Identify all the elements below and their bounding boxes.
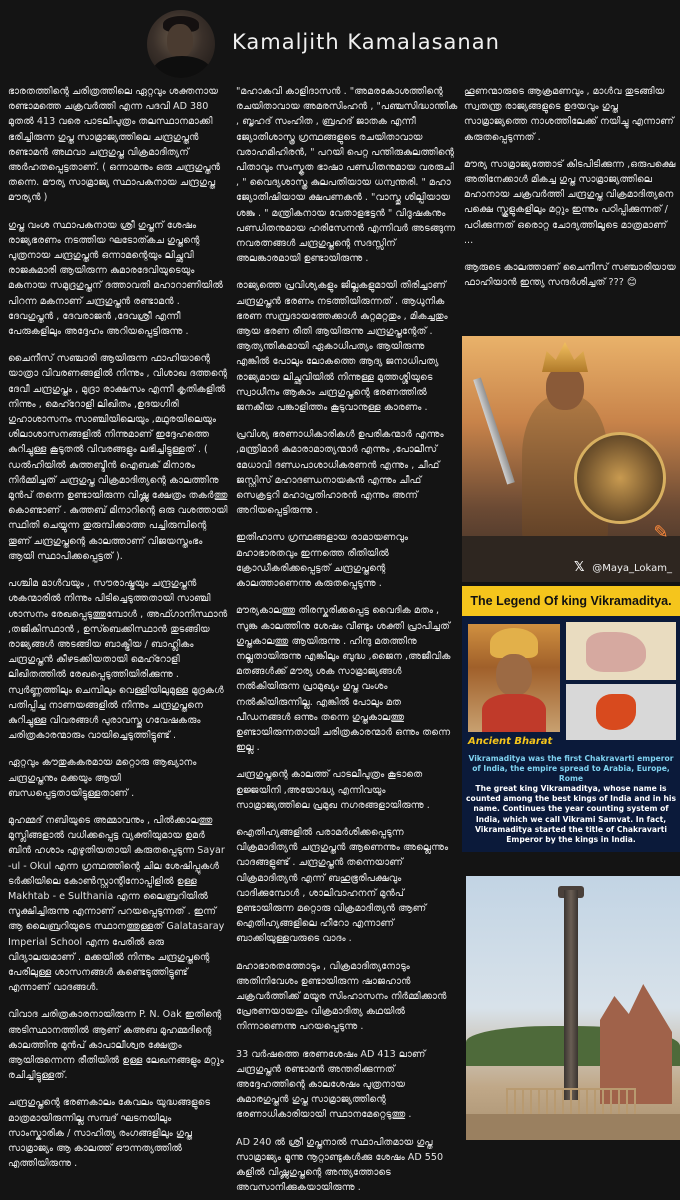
- paragraph: ആരുടെ കാലത്താണ് ചൈനീസ് സഞ്ചാരിയായ ഫാഹിയാൻ ഇന്ത്യ സന്ദർശിച്ചത് ??? 😊: [464, 262, 676, 289]
- image-watermark: [462, 554, 680, 582]
- legend-panel: [462, 586, 680, 852]
- legend-caption-primary: Vikramaditya was the first Chakravarti emperor of India, the empire spread to Arabia, Europe, Rome: [468, 754, 674, 783]
- iron-pillar-photo: [466, 876, 680, 1140]
- avatar-face: [167, 24, 193, 58]
- text-column-right: [464, 84, 676, 302]
- paragraph: മൗര്യ സാമ്രാജ്യത്തോട് കിടപിടിക്കുന്ന ,ഒരുപക്ഷെ അതിനേക്കാൾ മികച്ച ഗുപ്ത സാമ്രാജ്യത്തിലെ മഹാനായ ചക്രവർത്തി ചന്ദ്രഗുപ്ത വിക്രമാദിത്യനെ പക്ഷെ സ്കൂളുകളിലും മറ്റും ഇന്നും പഠിപ്പിക്കുന്നത് / പഠിക്കുന്നത് ഒരൊറ്റ ചോദ്യത്തിലൂടെ മാത്രമാണ് ...: [464, 158, 676, 246]
- paragraph: ഐതിഹ്യങ്ങളിൽ പരാമർശിക്കപ്പെടുന്ന വിക്രമാദിത്യൻ ചന്ദ്രഗുപ്തൻ ആണെന്നും അല്ലെന്നും വാദങ്ങളുണ്ട് . ചന്ദ്രഗുപ്തൻ തന്നെയാണ് വിക്രമാദിത്യൻ എന്ന് ബഹുഭൂരിപക്ഷവും വാദിക്കുമ്പോൾ , ശാലിവാഹനന് മുൻപ് ഉണ്ടായിരുന്ന മറ്റൊരു വിക്രമാദിത്യൻ ആണ് ഐതിഹ്യങ്ങളിലെ ഹീറോ എന്നാണ് ബാക്കിയുള്ളവരുടെ വാദം .: [236, 826, 449, 945]
- king-crown: [542, 342, 588, 372]
- empire-map-modern: [566, 684, 676, 740]
- iron-pillar: [564, 890, 578, 1100]
- post-header: [0, 0, 680, 80]
- paragraph: മഹാഭാരതത്തോടും , വിക്രമാദിത്യനോടും അതിനിവേശം ഉണ്ടായിരുന്ന ഷാജഹാൻ ചക്രവർത്തിക്ക് മയൂര സിംഹാസനം നിർമ്മിക്കാൻ പ്രേരണയായതും വിക്രമാദിത്യ കഥയിൽ നിന്നാണെന്നു പറയപ്പെടുന്നു .: [236, 960, 447, 1033]
- paragraph: ചൈനീസ് സഞ്ചാരി ആയിരുന്ന ഫാഹിയാന്റെ യാത്രാ വിവരണങ്ങളിൽ നിന്നും , വിശാഖ ദത്തന്റെ ദേവീ ചന്ദ്രഗുപ്തം , മുദ്രാ രാക്ഷസം എന്നീ കൃതികളിൽ നിന്നും , മെഹ്റോളി ലിഖിതം ,ഉദയഗിരി ഗുഹാശാസനം സാഞ്ചിയിലെയും ,മഥുരയിലെയും ശിലാശാസനങ്ങളിൽ നിന്നുമാണ് ഇദ്ദേഹത്തെ കുറിച്ചുള്ള കൂടുതൽ വിവരങ്ങളും ലഭിച്ചിട്ടുള്ളത് . ( ഡൽഹിയിൽ കുത്തബ്ദീൻ ഐബക് മിനാരം നിർമ്മിച്ചത് ചന്ദ്രഗുപ്ത വിക്രമാദിത്യന്റെ കാലത്തിനു മുൻപ് തന്നെ ഉണ്ടായിരുന്ന വിഷ്ണു ക്ഷേത്രം തകർത്തു കൊണ്ടാണ് . കുത്തബ് മിനാറിന്റെ ഒരു വശത്തായി സ്ഥിതി ചെയ്യുന്ന തുരുമ്പിക്കാത്ത പച്ചിരുമ്പിന്റെ തൂണ് ചന്ദ്രഗുപ്തന്റെ കാലത്താണ് വിജയസ്തംഭം ആയി സ്ഥാപിക്കപ്പെട്ടത് ).: [8, 353, 228, 562]
- paragraph: ഇതിഹാസ ഗ്രന്ഥങ്ങളായ രാമായണവും മഹാഭാരതവും ഇന്നത്തെ രീതിയിൽ ക്രോഡീകരിക്കപ്പെട്ടത് ചന്ദ്രഗുപ്തന്റെ കാലത്താണെന്നു കരുതപ്പെടുന്നു .: [236, 532, 408, 590]
- map-region: [586, 632, 646, 672]
- watermark-handle: @Maya_Lokam_: [592, 562, 672, 574]
- paragraph: ഗുപ്ത വംശ സ്ഥാപകനായ ശ്രീ ഗുപ്തന് ശേഷം രാജ്യഭരണം നടത്തിയ ഘടോത്കച ഗുപ്തന്റെ പുത്രനായ ചന്ദ്രഗുപ്തൻ ഒന്നാമന്റെയും ലിച്ഛവി രാജകുമാരി ആയിരുന്ന കുമാരദേവിയുടെയും മകനായ സമുദ്രഗുപ്തന് ദത്താവതി മഹാറാണിയിൽ പിറന്ന മകനാണ് ചന്ദ്രഗുപ്തൻ രണ്ടാമൻ . ദേവഗുപ്തൻ , ദേവരാജൻ ,ദേവശ്രീ എന്നീ പേരുകളിലും അദ്ദേഹം അറിയപ്പെട്ടിരുന്നു .: [8, 219, 223, 338]
- avatar-shoulder: [153, 56, 211, 78]
- legend-title: The Legend Of king Vikramaditya.: [462, 586, 680, 616]
- photo-ground: [466, 1114, 680, 1140]
- map-region: [596, 694, 636, 730]
- author-avatar[interactable]: [147, 10, 215, 78]
- paragraph: പശ്ചിമ മാൾവയും , സൗരാഷ്ട്രയും ചന്ദ്രഗുപ്തൻ ശകന്മാരിൽ നിന്നും പിടിച്ചെടുത്തതായി സാഞ്ചി ശാസനം രേഖപ്പെടുത്തുമ്പോൾ , അഫ്ഗാനിസ്ഥാൻ ,തജികിസ്ഥാൻ , ഉസ്ബെക്കിസ്ഥാൻ തുടങ്ങിയ രാജ്യങ്ങൾ അടങ്ങിയ ബാക്ട്രിയ / ബാഹ്ലികം ചന്ദ്രഗുപ്തൻ കീഴടക്കിയതായി മെഹ്റോളി ലിഖിതത്തിൽ രേഖപ്പെടുത്തിയിരിക്കുന്നു . സ്വർണ്ണത്തിലും ചെമ്പിലും വെള്ളിയിലുമുള്ള മുദ്രകൾ പതിപ്പിച്ച നാണയങ്ങളിൽ നിന്നും ചന്ദ്രഗുപ്തനെ കുറിച്ചുള്ള വിവരങ്ങൾ പുരാവസ്തു ഗവേഷകരും ചരിത്രകാരന്മാരും വായിച്ചെടുത്തിട്ടുണ്ട് .: [8, 578, 228, 742]
- pencil-icon: ✎: [653, 522, 669, 543]
- king-head: [546, 366, 584, 410]
- paragraph: ചന്ദ്രഗുപ്തന്റെ കാലത്ത് പാടലീപുത്രം കൂടാതെ ഉജ്ജയിനി ,അയോദ്ധ്യ എന്നിവയും സാമ്രാജ്യത്തിലെ പ്രമുഖ നഗരങ്ങളായിരുന്നു .: [236, 769, 430, 811]
- paragraph: "മഹാകവി കാളിദാസൻ . "അമരകോശത്തിന്റെ രചയിതാവായ അമരസിംഹൻ , "പഞ്ചസിദ്ധാന്തിക , ബൃഹദ് സംഹിത , ബ്രഹദ് ജാതക എന്നീ ജ്യോതിശാസ്ത്ര ഗ്രന്ഥങ്ങളുടെ രചയിതാവായ വരാഹമിഹിരൻ, " പറയി പെറ്റ പന്തിരുകുലത്തിന്റെ പിതാവും സംസ്കൃത ഭാഷാ പണ്ഡിതനുമായ വരരുചി , " വൈദ്യശാസ്ത്ര കുലപതിയായ ധന്വന്തരി. " മഹാ ജ്യോതിഷിയായ ക്ഷപണകൻ . "വാസ്തു ശില്പിയായ ശങ്കു . " മന്ത്രികനായ വേതാളഭട്ടൻ " വിദൂഷകനും പണ്ഡിതനുമായ ഹരിസേനൻ എന്നിവർ അടങ്ങുന്ന നവരത്നങ്ങൾ ചന്ദ്രഗുപ്തന്റെ സദസ്സിന് അലങ്കാരമായി ഉണ്ടായിരുന്നു .: [236, 86, 458, 265]
- legend-caption-secondary: The great king Vikramaditya, whose name is counted among the best kings of India and in his name. Continues the year counting system of India, which we call Vikrami Samvat. In fact, Vikramaditya started the title of Chakravarti Emperor by the kings in India.: [466, 784, 676, 845]
- king-painting-image: [462, 336, 680, 582]
- paragraph: ഹൂണന്മാരുടെ ആക്രമണവും , മാൾവ തുടങ്ങിയ സ്വതന്ത്ര രാജ്യങ്ങളുടെ ഉദയവും ഗുപ്ത സാമ്രാജ്യത്തെ നാശത്തിലേക്ക് നയിച്ചു എന്നാണ് കരുതപ്പെടുന്നത് .: [464, 86, 674, 143]
- paragraph: ഭാരതത്തിന്റെ ചരിത്രത്തിലെ ഏറ്റവും ശക്തനായ രണ്ടാമത്തെ ചക്രവർത്തി എന്ന പദവി AD 380 മുതൽ 413 വരെ പാടലീപുത്രം തലസ്ഥാനമാക്കി ഭരിച്ചിരുന്ന ഗുപ്ത സാമ്രാജ്യത്തിലെ ചന്ദ്രഗുപ്തൻ രണ്ടാമൻ അഥവാ ചന്ദ്രഗുപ്ത വിക്രമാദിത്യന് അർഹതപ്പെട്ടതാണ്. ( ഒന്നാമനും ഒരു ചന്ദ്രഗുപ്തൻ തന്നെ. മൗര്യ സാമ്രാജ്യ സ്ഥാപകനായ ചന്ദ്രഗുപ്ത മൗര്യൻ ): [8, 86, 221, 204]
- king-shield: [574, 432, 666, 524]
- paragraph: രാജ്യത്തെ പ്രവിശ്യകളും ജില്ലകളുമായി തിരിച്ചാണ് ചന്ദ്രഗുപ്തൻ ഭരണം നടത്തിയിരുന്നത് . ആധുനിക ഭരണ സമ്പ്രദായത്തേക്കാൾ കുറ്റമറ്റതും , മികച്ചതും ആയ ഭരണ രീതി ആയിരുന്നു ചന്ദ്രഗുപ്തന്റേത് . ആത്യന്തികമായി ഏകാധിപത്യം ആയിരുന്നു എങ്കിൽ പോലും ലോകത്തെ ആദ്യ ജനാധിപത്യ രാജ്യമായ ലിച്ഛവിയിൽ നിന്നുള്ള മുത്തശ്ശിയുടെ സ്വാധീനം ആകാം ചന്ദ്രഗുപ്തന്റെ ഭരണത്തിൽ ജനകീയ പങ്കാളിത്തം കൂടുവാനുള്ള കാരണം .: [236, 280, 448, 414]
- x-logo-icon: 𝕏: [573, 560, 585, 575]
- paragraph: വിവാദ ചരിത്രകാരനായിരുന്ന P. N. Oak ഇതിന്റെ അടിസ്ഥാനത്തിൽ ആണ് കഅബ മുഹമ്മദിന്റെ കാലത്തിനു മുൻപ് കാപാലീശ്വര ക്ഷേത്രം ആയിരുന്നെന്ന രീതിയിൽ ഉള്ള ലേഖനങ്ങളും മറ്റും രചിച്ചിട്ടുള്ളത്.: [8, 1009, 224, 1082]
- portrait-label: Ancient Bharat: [468, 736, 553, 747]
- portrait-body: [482, 694, 546, 732]
- king-sword: [473, 377, 515, 484]
- paragraph: മുഹമ്മദ് നബിയുടെ അമ്മാവനും , പിൽക്കാലത്തു മുസ്ലിങ്ങളാൽ വധിക്കപ്പെട്ട വ്യക്തിയുമായ ഉമർ ബിൻ ഹശാം എഴുതിയതായി കരുതപ്പെടുന്ന Sayar -ul - Okul എന്ന ഗ്രന്ഥത്തിന്റെ ചില ശേഷിപ്പുകൾ ടർക്കിയിലെ കോൺസ്റ്റാന്റിനോപ്പിളിൽ ഉള്ള Makhtab - e Sulthania എന്ന ലൈബ്രറിയിൽ സൂക്ഷിച്ചിരുന്നു എന്നാണ് പറയപ്പെടുന്നത് . ഇന്ന് ആ ലൈബ്രറിയുടെ സ്ഥാനത്തുള്ളത് Galatasaray Imperial School എന്ന പേരിൽ ഒരു വിദ്യാലയമാണ് . മക്കയിൽ നിന്നും ചന്ദ്രഗുപ്തന്റെ പേരിലുള്ള ശാസനങ്ങൾ കണ്ടെടുത്തിട്ടുണ്ട് എന്നാണ് വാദങ്ങൾ.: [8, 814, 225, 994]
- paragraph: മൗര്യകാലത്തു തിരസ്കരിക്കപ്പെട്ട വൈദിക മതം , സുങ്ക കാലത്തിനു ശേഷം വീണ്ടും ശക്തി പ്രാപിച്ചത് ഗുപ്തകാലത്തു ആയിരുന്നു . ഹിന്ദു മതത്തിനു നല്ലതായിരുന്നു എങ്കിലും ബുദ്ധ ,ജൈന ,അജീവിക മതങ്ങൾക്ക് മൗര്യ ശക സാമ്രാജ്യങ്ങൾ നൽകിയിരുന്ന പ്രാമുഖ്യം ഗുപ്ത വംശം നൽകിയിരുന്നില്ല. എങ്കിൽ പോലും മത പീഡനങ്ങൾ ഒന്നും തന്നെ ഗുപ്തകാലത്തു ഉണ്ടായിരുന്നതായി ചരിത്രകാരന്മാർ ഒന്നും തന്നെ ഇല്ല .: [236, 605, 451, 754]
- paragraph: ചന്ദ്രഗുപ്തന്റെ ഭരണകാലം കേവലം യുദ്ധങ്ങളുടെ മാത്രമായിരുന്നില്ല സമ്പദ് ഘടനയിലും സാംസ്കാരിക / സാഹിത്യ രംഗങ്ങളിലും ഗുപ്ത സാമ്രാജ്യം ആ കാലത്ത് ഔന്നത്യത്തിൽ എത്തിയിരുന്നു .: [8, 1097, 211, 1170]
- paragraph: പ്രവിശ്യ ഭരണാധികാരികൾ ഉപരികന്മാർ എന്നും ,മന്ത്രിമാർ കുമാരാമാത്യന്മാർ എന്നും ,പോലീസ് മേധാവി ദണ്ഡപാശാധികരണൻ എന്നും , ചീഫ് ജസ്റ്റിസ് മഹാദണ്ഡനായകൻ എന്നും ചീഫ് സെക്രട്ടറി മഹാപ്രതിഹാരൻ എന്നും അന്ന് അറിയപ്പെട്ടിരുന്നു .: [236, 429, 444, 517]
- paragraph: ഏറ്റവും കൗതുകകരമായ മറ്റൊരു ആഖ്യാനം ചന്ദ്രഗുപ്തനും മക്കയും ആയി ബന്ധപ്പെട്ടതായിട്ടുള്ളതാണ് .: [8, 757, 197, 799]
- paragraph: 33 വർഷത്തെ ഭരണശേഷം AD 413 ലാണ് ചന്ദ്രഗുപ്തൻ രണ്ടാമൻ അന്തരിക്കുന്നത് അദ്ദേഹത്തിന്റെ കാലശേഷം പുത്രനായ കുമാരഗുപ്തൻ ഗുപ്ത സാമ്രാജ്യത്തിന്റെ ഭരണാധികാരിയായി സ്ഥാനമേറ്റെടുത്തു .: [236, 1048, 426, 1121]
- paragraph: AD 240 ൽ ശ്രീ ഗുപ്തനാൽ സ്ഥാപിതമായ ഗുപ്ത സാമ്രാജ്യം മൂന്നു നൂറ്റാണ്ടുകൾക്കു ശേഷം AD 550 കളിൽ വിഷ്ണുഗുപ്തന്റെ അന്ത്യത്തോടെ അവസാനിക്കുകയായിരുന്നു .: [236, 1136, 444, 1194]
- author-name[interactable]: Kamaljith Kamalasanan: [232, 30, 500, 54]
- vikramaditya-portrait: [468, 624, 560, 732]
- ruined-arch: [600, 984, 672, 1104]
- text-column-middle: [236, 84, 458, 1200]
- text-column-left: [8, 84, 228, 1183]
- empire-map-old: [566, 622, 676, 680]
- portrait-face: [496, 654, 532, 696]
